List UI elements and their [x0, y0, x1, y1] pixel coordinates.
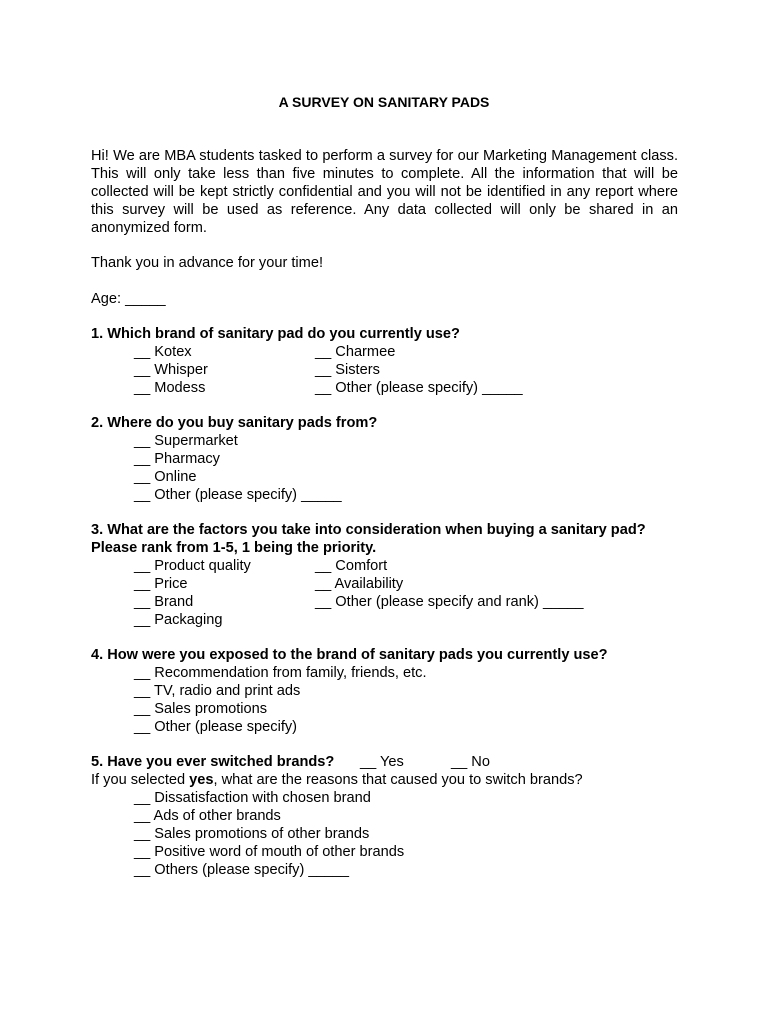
- question-4: 4. How were you exposed to the brand of sanitary pads you currently use?: [91, 647, 608, 663]
- option-whisper: __ Whisper: [134, 362, 208, 378]
- age-field: Age: _____: [91, 291, 166, 307]
- question-3-instruction: Please rank from 1-5, 1 being the priority.: [91, 540, 377, 556]
- option-recommendation: __ Recommendation from family, friends, etc.: [134, 665, 427, 681]
- question-2: 2. Where do you buy sanitary pads from?: [91, 415, 378, 431]
- option-dissatisfaction: __ Dissatisfaction with chosen brand: [134, 790, 371, 806]
- option-brand: __ Brand: [134, 594, 194, 610]
- followup-text-end: , what are the reasons that caused you to switch brands?: [213, 772, 583, 788]
- followup-yes-emphasis: yes: [189, 772, 214, 788]
- question-1: 1. Which brand of sanitary pad do you currently use?: [91, 326, 460, 342]
- option-charmee: __ Charmee: [315, 344, 396, 360]
- option-no: __ No: [451, 754, 490, 770]
- option-pharmacy: __ Pharmacy: [134, 451, 220, 467]
- option-yes: __ Yes: [360, 754, 404, 770]
- option-other-factor: __ Other (please specify and rank) _____: [315, 594, 584, 610]
- option-packaging: __ Packaging: [134, 612, 223, 628]
- option-supermarket: __ Supermarket: [134, 433, 238, 449]
- option-other-store: __ Other (please specify) _____: [134, 487, 342, 503]
- question-3: 3. What are the factors you take into consideration when buying a sanitary pad?: [91, 522, 646, 538]
- option-ads-other-brands: __ Ads of other brands: [134, 808, 281, 824]
- option-promotions-other-brands: __ Sales promotions of other brands: [134, 826, 370, 842]
- question-5: 5. Have you ever switched brands?: [91, 754, 335, 770]
- option-comfort: __ Comfort: [315, 558, 388, 574]
- option-online: __ Online: [134, 469, 197, 485]
- option-price: __ Price: [134, 576, 188, 592]
- option-others-reason: __ Others (please specify) _____: [134, 862, 349, 878]
- page-title: A SURVEY ON SANITARY PADS: [278, 94, 490, 110]
- intro-paragraph: Hi! We are MBA students tasked to perform a survey for our Marketing Management class. This will only take less than five minutes to complete. All the information that will be collected will be kept strictly confidential and you will not be identified in any report where this survey will be used as reference. Any data collected will only be shared in an anonymized form.: [91, 148, 678, 236]
- option-other-exposure: __ Other (please specify): [134, 719, 298, 735]
- option-tv-radio-print: __ TV, radio and print ads: [134, 683, 301, 699]
- option-availability: __ Availability: [315, 576, 404, 592]
- thanks-text: Thank you in advance for your time!: [91, 255, 323, 271]
- option-other-brand: __ Other (please specify) _____: [315, 380, 523, 396]
- option-modess: __ Modess: [134, 380, 206, 396]
- option-sales-promotions: __ Sales promotions: [134, 701, 268, 717]
- followup-text-start: If you selected: [91, 772, 190, 788]
- option-word-of-mouth: __ Positive word of mouth of other brands: [134, 844, 405, 860]
- question-5-followup: [91, 771, 583, 789]
- option-sisters: __ Sisters: [315, 362, 380, 378]
- option-kotex: __ Kotex: [134, 344, 192, 360]
- option-product-quality: __ Product quality: [134, 558, 251, 574]
